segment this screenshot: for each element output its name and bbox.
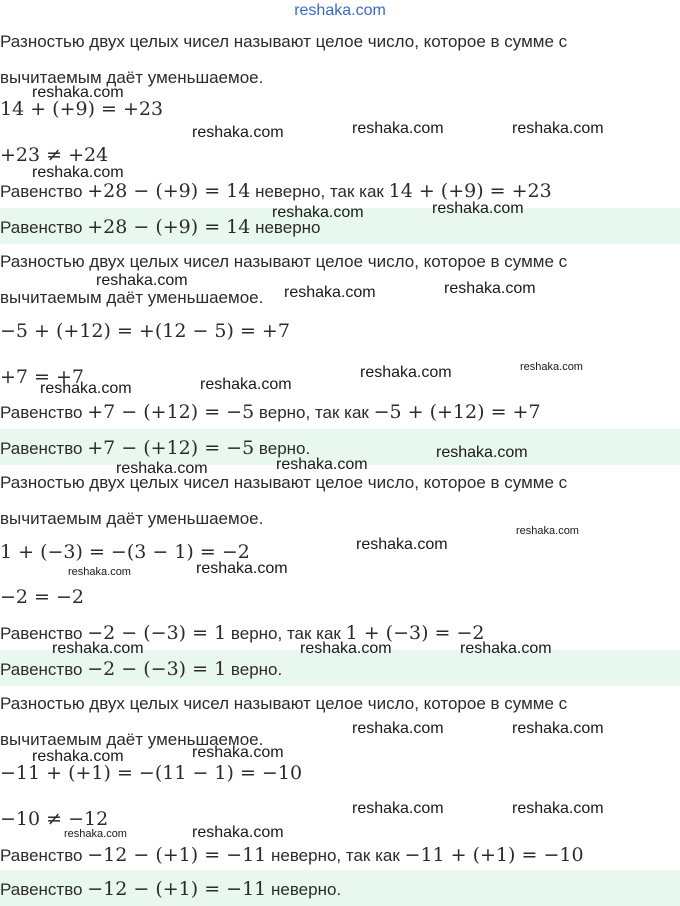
answer-box xyxy=(0,870,680,906)
watermark: reshaka.com xyxy=(516,525,579,537)
watermark: reshaka.com xyxy=(196,560,288,577)
watermark: reshaka.com xyxy=(512,720,604,737)
calc-equation: 1 + (−3) = −(3 − 1) = −2 xyxy=(0,541,250,563)
definition-line-2: вычитаемым даёт уменьшаемое. xyxy=(0,509,264,528)
reason-line: Равенство −12 − (+1) = −11 неверно, так как −11 + (+1) = −10 xyxy=(0,844,584,866)
watermark: reshaka.com xyxy=(276,456,368,473)
watermark: reshaka.com xyxy=(512,800,604,817)
watermark: reshaka.com xyxy=(200,376,292,393)
watermark: reshaka.com xyxy=(192,824,284,841)
compare-equation: +7 = +7 xyxy=(0,366,85,388)
watermark: reshaka.com xyxy=(352,120,444,137)
watermark: reshaka.com xyxy=(40,380,132,397)
answer-line: Равенство −2 − (−3) = 1 верно. xyxy=(0,658,283,680)
definition-line-2: вычитаемым даёт уменьшаемое. xyxy=(0,68,264,87)
reason-line: Равенство −2 − (−3) = 1 верно, так как 1 + (−3) = −2 xyxy=(0,622,485,644)
compare-equation: +23 ≠ +24 xyxy=(0,144,109,166)
watermark: reshaka.com xyxy=(192,744,284,761)
watermark: reshaka.com xyxy=(520,361,583,373)
watermark: reshaka.com xyxy=(460,640,552,657)
watermark: reshaka.com xyxy=(32,748,124,765)
calc-equation: −11 + (+1) = −(11 − 1) = −10 xyxy=(0,762,303,784)
watermark: reshaka.com xyxy=(300,640,392,657)
reason-line: Равенство +28 − (+9) = 14 неверно, так как 14 + (+9) = +23 xyxy=(0,180,552,202)
definition-line-1: Разностью двух целых чисел называют целое число, которое в сумме с xyxy=(0,694,568,713)
answer-line: Равенство +7 − (+12) = −5 верно. xyxy=(0,437,311,459)
compare-equation: −10 ≠ −12 xyxy=(0,808,109,830)
watermark: reshaka.com xyxy=(284,284,376,301)
watermark: reshaka.com xyxy=(272,204,364,221)
watermark: reshaka.com xyxy=(116,460,208,477)
watermark: reshaka.com xyxy=(68,566,131,578)
watermark: reshaka.com xyxy=(360,364,452,381)
calc-equation: −5 + (+12) = +(12 − 5) = +7 xyxy=(0,320,290,342)
calc-equation: 14 + (+9) = +23 xyxy=(0,98,164,120)
watermark: reshaka.com xyxy=(356,536,448,553)
watermark: reshaka.com xyxy=(96,272,188,289)
watermark: reshaka.com xyxy=(64,828,127,840)
watermark: reshaka.com xyxy=(436,444,528,461)
watermark: reshaka.com xyxy=(32,84,124,101)
definition-line-2: вычитаемым даёт уменьшаемое. xyxy=(0,288,264,307)
definition-line-1: Разностью двух целых чисел называют целое число, которое в сумме с xyxy=(0,252,568,271)
watermark: reshaka.com xyxy=(352,800,444,817)
watermark: reshaka.com xyxy=(192,124,284,141)
reason-line: Равенство +7 − (+12) = −5 верно, так как −5 + (+12) = +7 xyxy=(0,401,541,423)
definition-line-2: вычитаемым даёт уменьшаемое. xyxy=(0,730,264,749)
definition-line-1: Разностью двух целых чисел называют целое число, которое в сумме с xyxy=(0,473,568,492)
compare-equation: −2 = −2 xyxy=(0,586,85,608)
watermark: reshaka.com xyxy=(52,640,144,657)
watermark: reshaka.com xyxy=(444,280,536,297)
answer-line: Равенство −12 − (+1) = −11 неверно. xyxy=(0,878,342,900)
watermark: reshaka.com xyxy=(432,200,524,217)
watermark: reshaka.com xyxy=(352,720,444,737)
watermark: reshaka.com xyxy=(512,120,604,137)
site-header-link[interactable]: reshaka.com xyxy=(294,2,386,19)
watermark: reshaka.com xyxy=(32,164,124,181)
definition-line-1: Разностью двух целых чисел называют целое число, которое в сумме с xyxy=(0,32,568,51)
answer-line: Равенство +28 − (+9) = 14 неверно xyxy=(0,216,321,238)
